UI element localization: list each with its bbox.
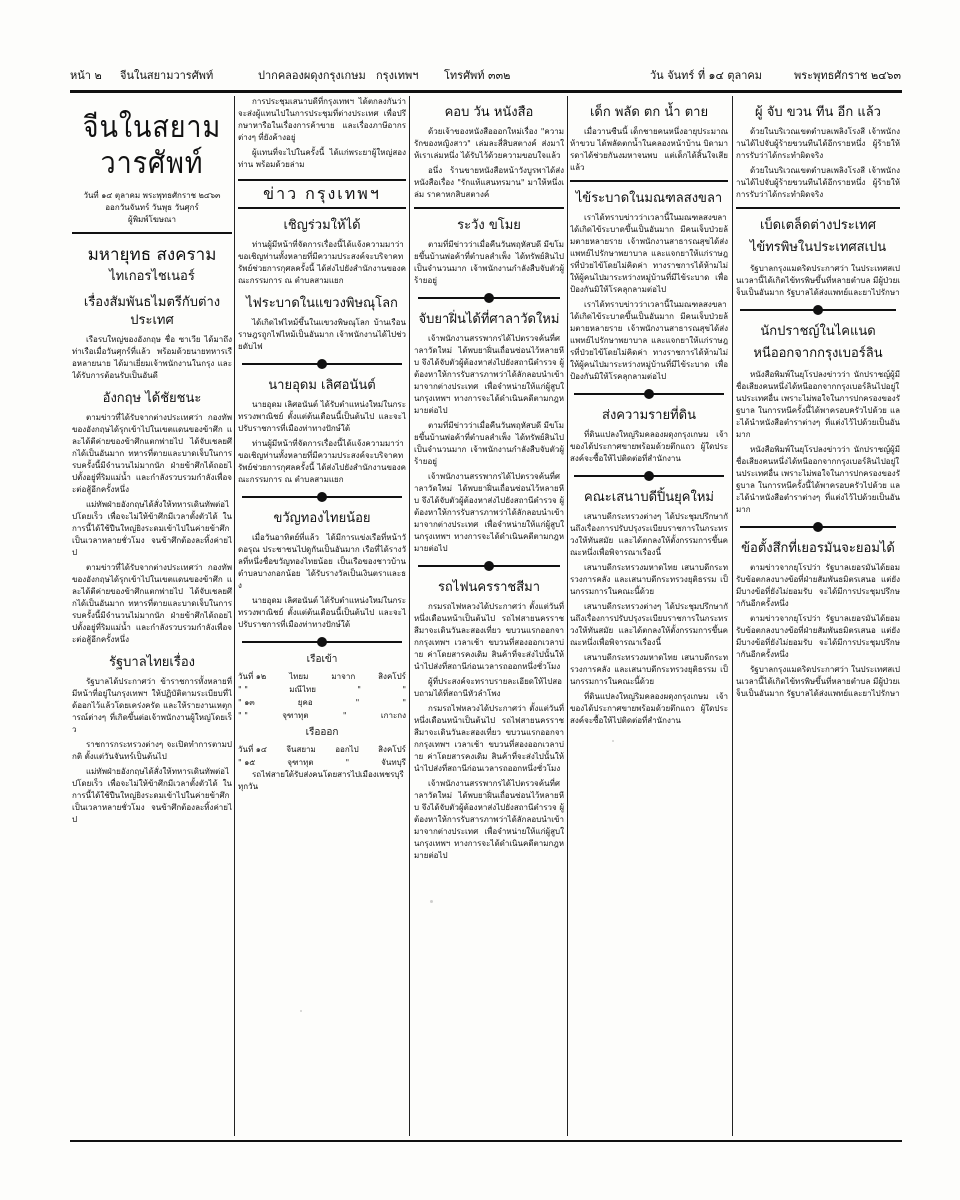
ornament-divider xyxy=(418,561,560,571)
cell: " " xyxy=(238,711,248,720)
article-text: ด้วยเจ้าของหนังสือออกใหม่เรื่อง "ความรักของหญิงสาว" เล่มละสี่สิบสตางค์ ส่งมาให้เราเล่มหนึ่ง ได้รับไว้ด้วยความขอบใจแล้ว xyxy=(414,127,564,160)
article-text: ท่านผู้มีหน้าที่จัดการเรื่องนี้ได้แจ้งความมาว่า ขอเชิญท่านทั้งหลายที่มีความประสงค์จะบริจาคทรัพย์ช่วยการกุศลครั้งนี้ ได้ส่งไปยังสำนักงานของคณะกรรมการ ณ ตำบลสามแยก xyxy=(238,439,406,484)
cell: " ๑๓ xyxy=(238,698,255,707)
article-text: หนังสือพิมพ์ในยุโรปลงข่าวว่า นักปราชญ์ผู้มีชื่อเสียงคนหนึ่งได้หนีออกจากกรุงเบอร์ลินไปอยู่ในประเทศอื่น เพราะไม่พอใจในการปกครองของรัฐบาล ในการหนีครั้งนี้ได้พาครอบครัวไปด้วย และได้นำหนังสือตำราต่างๆ ที่แต่งไว้ไปด้วยเป็นอันมาก xyxy=(736,370,900,439)
column-divider xyxy=(234,96,235,1136)
article-text: รัฐบาลกรุงแมดริดประกาศว่า ในประเทศสเปนเวลานี้ได้เกิดไข้ทรพิษขึ้นที่หลายตำบล มีผู้ป่วยเจ็บเป็นอันมาก รัฐบาลได้ส่งแพทย์และยาไปรักษา xyxy=(736,264,900,297)
footer-rule xyxy=(70,1140,902,1142)
column-5 xyxy=(736,96,900,1136)
ornament-divider xyxy=(574,389,724,399)
scan-noise xyxy=(430,900,433,903)
masthead-info xyxy=(72,190,232,234)
article-text: กรมรถไฟหลวงได้ประกาศว่า ตั้งแต่วันที่หนึ่งเดือนหน้าเป็นต้นไป รถไฟสายนครราชสีมาจะเดินวันละสองเที่ยว ขบวนแรกออกจากกรุงเทพฯ เวลาเช้า ขบวนที่สองออกเวลาบ่าย ค่าโดยสารคงเดิม สินค้าที่จะส่งไปนั้นให้นำไปส่งที่สถานีก่อนเวลารถออกหนึ่งชั่วโมง xyxy=(414,602,564,671)
headline: เชิญร่วมให้ได้ xyxy=(283,218,361,233)
headline: จับยาฝิ่นได้ที่ศาลาวัดใหม่ xyxy=(418,312,560,327)
cell: มาจาก xyxy=(331,672,356,681)
column-1 xyxy=(72,96,232,1136)
column-divider xyxy=(409,96,410,1136)
cell: ไทยม xyxy=(289,672,309,681)
cell: " xyxy=(402,685,406,694)
article-text: แม่ทัพฝ่ายอังกฤษได้สั่งให้ทหารเดินทัพต่อไปโดยเร็ว เพื่อจะไม่ให้ข้าศึกมีเวลาตั้งตัวได้ ในการนี้ได้ใช้ปืนใหญ่ยิงระดมเข้าไปในค่ายข้าศึกเป็นเวลาหลายชั่วโมง จนข้าศึกต้องละทิ้งค่ายไป xyxy=(72,500,232,557)
article-text: เจ้าพนักงานสรรพากรได้ไปตรวจค้นที่ศาลาวัดใหม่ ได้พบยาฝิ่นเถื่อนซ่อนไว้หลายหีบ จึงได้จับตัวผู้ต้องหาส่งไปยังสถานีตำรวจ ผู้ต้องหาให้การรับสารภาพว่าได้ลักลอบนำเข้ามาจากต่างประเทศ เพื่อจำหน่ายให้แก่ผู้สูบในกรุงเทพฯ ทางการจะได้ดำเนินคดีตามกฎหมายต่อไป xyxy=(414,472,564,553)
article-text: นายอุดม เลิศอนันต์ ได้รับตำแหน่งใหม่ในกระทรวงพาณิชย์ ตั้งแต่ต้นเดือนนี้เป็นต้นไป และจะไปรับราชการที่เมืองท่าทางปักษ์ใต้ xyxy=(238,400,406,433)
ornament-divider xyxy=(242,492,402,502)
headline: คอบ วัน หนังสือ xyxy=(444,105,534,120)
subheadline: ไทเกอรไชเนอร์ xyxy=(109,269,195,284)
article-text: ด้วยในบริเวณเขตตำบลเพลิงโรงสี เจ้าพนักงานได้ไปจับผู้ร้ายขวนทีนได้อีกรายหนึ่ง ผู้ร้ายให้การรับว่าได้กระทำผิดจริง xyxy=(736,166,900,199)
cell: " xyxy=(345,758,350,767)
cell: " " xyxy=(238,685,248,694)
headline: อังกฤษ ได้ชัยชนะ xyxy=(102,391,202,406)
divider xyxy=(570,180,728,182)
scan-noise xyxy=(300,1010,302,1012)
shipping-row xyxy=(238,696,406,709)
article-text: อนึ่ง ร้านขายหนังสือหน้าวังบูรพาได้ส่งหนังสือเรื่อง "รักแท้แสนทรมาน" มาให้หนึ่งเล่ม ราคาหกสิบสตางค์ xyxy=(414,166,564,199)
article-text: ได้เกิดไฟไหม้ขึ้นในแขวงพิษณุโลก บ้านเรือนราษฎรถูกไฟไหม้เป็นอันมาก เจ้าพนักงานได้ไปช่วยดับไฟ xyxy=(238,318,406,351)
cell: เกาะกง xyxy=(380,711,406,720)
cell: มณีไทย xyxy=(289,685,316,694)
article-text: เจ้าพนักงานสรรพากรได้ไปตรวจค้นที่ศาลาวัดใหม่ ได้พบยาฝิ่นเถื่อนซ่อนไว้หลายหีบ จึงได้จับตัวผู้ต้องหาส่งไปยังสถานีตำรวจ ผู้ต้องหาให้การรับสารภาพว่าได้ลักลอบนำเข้ามาจากต่างประเทศ เพื่อจำหน่ายให้แก่ผู้สูบในกรุงเทพฯ ทางการจะได้ดำเนินคดีตามกฎหมายต่อไป xyxy=(414,779,564,860)
article-text: แม่ทัพฝ่ายอังกฤษได้สั่งให้ทหารเดินทัพต่อไปโดยเร็ว เพื่อจะไม่ให้ข้าศึกมีเวลาตั้งตัวได้ ในการนี้ได้ใช้ปืนใหญ่ยิงระดมเข้าไปในค่ายข้าศึกเป็นเวลาหลายชั่วโมง จนข้าศึกต้องละทิ้งค่ายไป xyxy=(72,767,232,824)
article-text: กรมรถไฟหลวงได้ประกาศว่า ตั้งแต่วันที่หนึ่งเดือนหน้าเป็นต้นไป รถไฟสายนครราชสีมาจะเดินวันละสองเที่ยว ขบวนแรกออกจากกรุงเทพฯ เวลาเช้า ขบวนที่สองออกเวลาบ่าย ค่าโดยสารคงเดิม สินค้าที่จะส่งไปนั้นให้นำไปส่งที่สถานีก่อนเวลารถออกหนึ่งชั่วโมง xyxy=(414,704,564,773)
city-name: กรุงเทพฯ xyxy=(376,69,419,82)
article-text: ผู้ที่ประสงค์จะทราบรายละเอียดให้ไปสอบถามได้ที่สถานีหัวลำโพง xyxy=(414,677,562,698)
cell: " xyxy=(355,698,360,707)
article-text: นายอุดม เลิศอนันต์ ได้รับตำแหน่งใหม่ในกระทรวงพาณิชย์ ตั้งแต่ต้นเดือนนี้เป็นต้นไป และจะไปรับราชการที่เมืองท่าทางปักษ์ใต้ xyxy=(238,596,406,629)
article-text: เสนาบดีกระทรวงมหาดไทย เสนาบดีกระทรวงการคลัง และเสนาบดีกระทรวงยุติธรรม เป็นกรรมการในคณะนี้ด้วย xyxy=(570,653,728,686)
headline: รัฐบาลไทยเรื่อง xyxy=(109,655,195,670)
article-text: ตามที่มีข่าวว่าเมื่อคืนวันพฤหัสบดี มีขโมยขึ้นบ้านพ่อค้าที่ตำบลสำเพ็ง ได้ทรัพย์สินไปเป็นจำนวนมาก เจ้าพนักงานกำลังสืบจับตัวผู้ร้ายอยู่ xyxy=(414,421,564,466)
article-text: ที่ดินแปลงใหญ่ริมคลองผดุงกรุงเกษม เจ้าของได้ประกาศขายพร้อมด้วยตึกแถว ผู้ใดประสงค์จะซื้อให้ไปติดต่อที่สำนักงาน xyxy=(570,430,728,463)
shipping-list xyxy=(238,653,406,793)
article-text: เสนาบดีกระทรวงต่างๆ ได้ประชุมปรึกษากันถึงเรื่องการปรับปรุงระเบียบราชการในกระทรวงให้ทันสมัย และได้ตกลงให้ตั้งกรรมการขึ้นคณะหนึ่งเพื่อพิจารณาเรื่องนี้ xyxy=(570,602,728,647)
cell: จีนสยาม xyxy=(286,745,316,754)
headline: เบ็ดเตล็ดต่างประเทศ xyxy=(759,218,876,233)
issue-year: พระพุทธศักราช ๒๔๖๓ xyxy=(794,69,902,82)
article-text: ผู้แทนที่จะไปในครั้งนี้ ได้แก่พระยาผู้ใหญ่สองท่าน พร้อมด้วยล่าม xyxy=(238,148,406,169)
masthead-line: ออกวันจันทร์ วันพุธ วันศุกร์ xyxy=(105,203,199,212)
article-text: ตามที่มีข่าวว่าเมื่อคืนวันพฤหัสบดี มีขโมยขึ้นบ้านพ่อค้าที่ตำบลสำเพ็ง ได้ทรัพย์สินไปเป็นจำนวนมาก เจ้าพนักงานกำลังสืบจับตัวผู้ร้ายอยู่ xyxy=(414,240,564,285)
cell: " xyxy=(402,698,406,707)
press-location: ปากคลองผดุงกรุงเกษม xyxy=(258,69,366,82)
article-text: ตามข่าวจากยุโรปว่า รัฐบาลเยอรมันได้ยอมรับข้อตกลงบางข้อที่ฝ่ายสัมพันธมิตรเสนอ แต่ยังมีบางข้อที่ยังไม่ยอมรับ จะได้มีการประชุมปรึกษากันอีกครั้งหนึ่ง xyxy=(736,614,900,659)
headline: เรื่องสัมพันธไมตรีกับต่างประเทศ xyxy=(83,295,221,328)
subheadline: ไข้ทรพิษในประเทศสเปน xyxy=(749,240,887,255)
article-text: เมื่อวันอาทิตย์ที่แล้ว ได้มีการแข่งเรือที่หน้าวัดอรุณ ประชาชนไปดูกันเป็นอันมาก เรือที่ได้รางวัลที่หนึ่งชื่อขวัญทองไทยน้อย เป็นเรือของชาวบ้านตำบลบางกอกน้อย ได้รับรางวัลเป็นเงินตราและธง xyxy=(238,533,406,590)
article-text: ด้วยในบริเวณเขตตำบลเพลิงโรงสี เจ้าพนักงานได้ไปจับผู้ร้ายขวนทีนได้อีกรายหนึ่ง ผู้ร้ายให้การรับว่าได้กระทำผิดจริง xyxy=(736,127,900,160)
cell: จันทบุรี xyxy=(381,758,406,767)
headline: ขวัญทองไทยน้อย xyxy=(273,511,371,526)
headline: นักปราชญ์ในไคแนด xyxy=(760,324,876,339)
column-4 xyxy=(570,96,728,1136)
ornament-divider xyxy=(740,522,896,532)
masthead-line: ผู้พิมพ์โฆษณา xyxy=(128,215,176,224)
headline: คณะเสนาบดีปิ้นยุคใหม่ xyxy=(584,490,714,505)
section-title: ข่าว กรุงเทพฯ xyxy=(238,179,406,209)
shipping-list-title: เรือเข้า xyxy=(306,654,338,665)
cell: ออกไป xyxy=(335,745,359,754)
article-text: ราชการกระทรวงต่างๆ จะเปิดทำการตามปกติ ตั้งแต่วันจันทร์เป็นต้นไป xyxy=(72,740,232,761)
article-text: เราได้ทราบข่าวว่าเวลานี้ในมณฑลสงขลา ได้เกิดไข้ระบาดขึ้นเป็นอันมาก มีคนเจ็บป่วยล้มตายหลายราย เจ้าพนักงานสาธารณสุขได้ส่งแพทย์ไปรักษาพยาบาล และแจกยาให้แก่ราษฎรที่ป่วยไข้โดยไม่คิดค่า ทางราชการได้ห้ามไม่ให้ผู้คนไปมาระหว่างหมู่บ้านที่มีไข้ระบาด เพื่อป้องกันมิให้โรคลุกลามต่อไป xyxy=(570,213,728,294)
headline: มหายุทธ สงคราม xyxy=(87,245,217,265)
column-3 xyxy=(414,96,564,1136)
column-divider xyxy=(567,96,568,1136)
cell: จุฑาทุต xyxy=(282,711,309,720)
cell: สิงคโปร์ xyxy=(378,672,406,681)
headline: เด็ก พลัด ตก น้ำ ตาย xyxy=(589,105,709,120)
article-text: ตามข่าวที่ได้รับจากต่างประเทศว่า กองทัพของอังกฤษได้รุกเข้าไปในเขตแดนของข้าศึก และได้ตีค่ายของข้าศึกแตกพ่ายไป ได้จับเชลยศึกได้เป็นอันมาก ทหารที่ตายและบาดเจ็บในการรบครั้งนี้มีจำนวนไม่มากนัก ฝ่ายข้าศึกได้ถอยไปตั้งอยู่ที่ริมแม่น้ำ และกำลังรวบรวมกำลังเพื่อจะต่อสู้อีกครั้งหนึ่ง xyxy=(72,413,232,494)
article-text: ที่ดินแปลงใหญ่ริมคลองผดุงกรุงเกษม เจ้าของได้ประกาศขายพร้อมด้วยตึกแถว ผู้ใดประสงค์จะซื้อให้ไปติดต่อที่สำนักงาน xyxy=(570,692,728,725)
article-text: ตามข่าวจากยุโรปว่า รัฐบาลเยอรมันได้ยอมรับข้อตกลงบางข้อที่ฝ่ายสัมพันธมิตรเสนอ แต่ยังมีบางข้อที่ยังไม่ยอมรับ จะได้มีการประชุมปรึกษากันอีกครั้งหนึ่ง xyxy=(736,563,900,608)
ornament-divider xyxy=(418,293,560,303)
cell: สิงคโปร์ xyxy=(378,745,406,754)
cell: จุฑาทุต xyxy=(287,758,314,767)
ornament-divider xyxy=(242,637,402,647)
issue-date: วัน จันทร์ ที่ ๑๔ ตุลาคม xyxy=(650,69,763,82)
headline: รถไฟนครราชสีมา xyxy=(437,580,541,595)
article-text: เสนาบดีกระทรวงต่างๆ ได้ประชุมปรึกษากันถึงเรื่องการปรับปรุงระเบียบราชการในกระทรวงให้ทันสมัย และได้ตกลงให้ตั้งกรรมการขึ้นคณะหนึ่งเพื่อพิจารณาเรื่องนี้ xyxy=(570,512,728,557)
header-rule xyxy=(70,90,902,93)
ornament-divider xyxy=(574,471,724,481)
article-text: ตามข่าวที่ได้รับจากต่างประเทศว่า กองทัพของอังกฤษได้รุกเข้าไปในเขตแดนของข้าศึก และได้ตีค่ายของข้าศึกแตกพ่ายไป ได้จับเชลยศึกได้เป็นอันมาก ทหารที่ตายและบาดเจ็บในการรบครั้งนี้มีจำนวนไม่มากนัก ฝ่ายข้าศึกได้ถอยไปตั้งอยู่ที่ริมแม่น้ำ และกำลังรวบรวมกำลังเพื่อจะต่อสู้อีกครั้งหนึ่ง xyxy=(72,563,232,644)
cell: " ๑๕ xyxy=(238,758,256,767)
headline: ข้อตั้งสึกที่เยอรมันจะยอมได้ xyxy=(741,541,895,556)
scan-noise xyxy=(612,740,614,742)
shipping-row xyxy=(238,756,406,769)
article-text: เสนาบดีกระทรวงมหาดไทย เสนาบดีกระทรวงการคลัง และเสนาบดีกระทรวงยุติธรรม เป็นกรรมการในคณะนี้ด้วย xyxy=(570,563,728,596)
headline: ส่งความรายที่ดิน xyxy=(602,408,696,423)
article-text: การประชุมเสนาบดีที่กรุงเทพฯ ได้ตกลงกันว่า จะส่งผู้แทนไปในการประชุมที่ต่างประเทศ เพื่อปรึกษาหารือในเรื่องการค้าขาย และเรื่องภาษีอากรต่างๆ ที่ยังค้างอยู่ xyxy=(238,97,406,142)
phone-number: โทรศัพท์ ๓๓๒ xyxy=(444,69,511,82)
article-text: เจ้าพนักงานสรรพากรได้ไปตรวจค้นที่ศาลาวัดใหม่ ได้พบยาฝิ่นเถื่อนซ่อนไว้หลายหีบ จึงได้จับตัวผู้ต้องหาส่งไปยังสถานีตำรวจ ผู้ต้องหาให้การรับสารภาพว่าได้ลักลอบนำเข้ามาจากต่างประเทศ เพื่อจำหน่ายให้แก่ผู้สูบในกรุงเทพฯ ทางการจะได้ดำเนินคดีตามกฎหมายต่อไป xyxy=(414,334,564,415)
headline: นายอุดม เลิศอนันต์ xyxy=(268,378,376,393)
headline: ผู้ จับ ขวน ทีน อีก แล้ว xyxy=(754,105,881,120)
article-text: หนังสือพิมพ์ในยุโรปลงข่าวว่า นักปราชญ์ผู้มีชื่อเสียงคนหนึ่งได้หนีออกจากกรุงเบอร์ลินไปอยู่ในประเทศอื่น เพราะไม่พอใจในการปกครองของรัฐบาล ในการหนีครั้งนี้ได้พาครอบครัวไปด้วย และได้นำหนังสือตำราต่างๆ ที่แต่งไว้ไปด้วยเป็นอันมาก xyxy=(736,445,900,514)
article-text: เรือรบใหญ่ของอังกฤษ ชื่อ ซาเวีย ได้มาถึงท่าเรือเมื่อวันศุกร์ที่แล้ว พร้อมด้วยนายทหารเรือหลายนาย ได้มาเยี่ยมเจ้าพนักงานในกรุง และได้รับการต้อนรับเป็นอันดี xyxy=(72,335,232,380)
headline: ไฟระบาดในแขวงพิษณุโลก xyxy=(246,296,398,311)
paper-name: จีนในสยามวารศัพท์ xyxy=(120,69,214,82)
page-number: หน้า ๒ xyxy=(70,69,102,82)
article-text: รัฐบาลกรุงแมดริดประกาศว่า ในประเทศสเปนเวลานี้ได้เกิดไข้ทรพิษขึ้นที่หลายตำบล มีผู้ป่วยเจ็บเป็นอันมาก รัฐบาลได้ส่งแพทย์และยาไปรักษา xyxy=(736,665,900,698)
cell: วันที่ ๑๔ xyxy=(238,745,267,754)
cell: ยุคอ xyxy=(297,698,313,707)
ornament-divider xyxy=(242,359,402,369)
cell: วันที่ ๑๒ xyxy=(238,672,267,681)
column-divider xyxy=(732,96,733,1136)
shipping-list-title: เรือออก xyxy=(305,727,339,738)
divider xyxy=(414,207,564,209)
shipping-row xyxy=(238,743,406,756)
divider xyxy=(736,207,900,209)
column-2 xyxy=(238,96,406,1136)
article-text: ท่านผู้มีหน้าที่จัดการเรื่องนี้ได้แจ้งความมาว่า ขอเชิญท่านทั้งหลายที่มีความประสงค์จะบริจาคทรัพย์ช่วยการกุศลครั้งนี้ ได้ส่งไปยังสำนักงานของคณะกรรมการ ณ ตำบลสามแยก xyxy=(238,240,406,285)
shipping-row xyxy=(238,670,406,683)
article-text: เราได้ทราบข่าวว่าเวลานี้ในมณฑลสงขลา ได้เกิดไข้ระบาดขึ้นเป็นอันมาก มีคนเจ็บป่วยล้มตายหลายราย เจ้าพนักงานสาธารณสุขได้ส่งแพทย์ไปรักษาพยาบาล และแจกยาให้แก่ราษฎรที่ป่วยไข้โดยไม่คิดค่า ทางราชการได้ห้ามไม่ให้ผู้คนไปมาระหว่างหมู่บ้านที่มีไข้ระบาด เพื่อป้องกันมิให้โรคลุกลามต่อไป xyxy=(570,300,728,381)
headline: ไข้ระบาดในมณฑลสงขลา xyxy=(575,191,723,206)
masthead-title: จีนในสยามวารศัพท์ xyxy=(82,110,222,181)
page-header xyxy=(70,66,900,86)
headline: ระวัง ขโมย xyxy=(457,218,521,233)
cell: " xyxy=(357,685,361,694)
shipping-row xyxy=(238,709,406,722)
cell: " xyxy=(342,711,347,720)
ornament-divider xyxy=(740,305,896,315)
shipping-row xyxy=(238,683,406,696)
shipping-note: รถไฟสายใต้รับส่งคนโดยสารไปเมืองเพชรบุรี ทุกวัน xyxy=(238,770,404,791)
article-text: รัฐบาลได้ประกาศว่า ข้าราชการทั้งหลายที่มีหน้าที่อยู่ในกรุงเทพฯ ให้ปฏิบัติตามระเบียบที่ได้ออกไว้แล้วโดยเคร่งครัด และให้รายงานเหตุการณ์ต่างๆ ที่เกิดขึ้นต่อเจ้าพนักงานผู้ใหญ่โดยเร็ว xyxy=(72,677,232,734)
masthead-line: วันที่ ๑๔ ตุลาคม พระพุทธศักราช ๒๔๖๓ xyxy=(83,191,221,200)
article-text: เมื่อวานซืนนี้ เด็กชายคนหนึ่งอายุประมาณห้าขวบ ได้พลัดตกน้ำในคลองหน้าบ้าน บิดามารดาได้ช่วยกันงมหาจนพบ แต่เด็กได้สิ้นใจเสียแล้ว xyxy=(570,127,728,172)
subheadline: หนีออกจากกรุงเบอร์ลิน xyxy=(753,346,883,361)
